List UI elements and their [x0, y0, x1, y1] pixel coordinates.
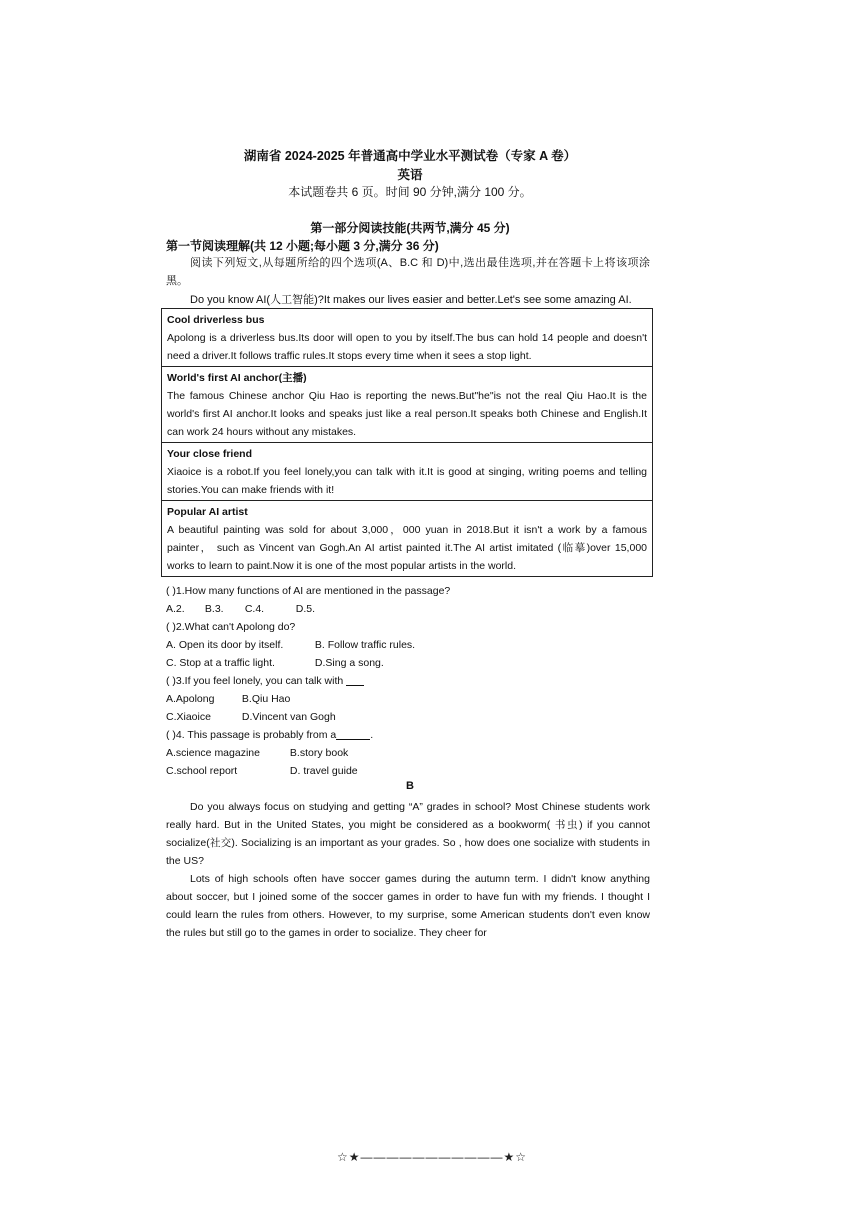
option-d[interactable]: D.Vincent van Gogh	[241, 711, 336, 723]
question-4-end: .	[370, 729, 374, 741]
box-body: Apolong is a driverless bus.Its door will open to you by itself.The bus can hold 14 people and doesn't need a driver.It follows traffic rules.It stops every time when it sees a stop light.	[167, 332, 647, 362]
passage-b-label: B	[406, 780, 414, 792]
question-4-options-row2	[166, 762, 358, 780]
option-c[interactable]: C. Stop at a traffic light.	[166, 657, 275, 669]
answer-blank	[346, 673, 364, 686]
passage-a-intro: Do you know AI(人工智能)?It makes our lives easier and better.Let's see some amazing AI.	[190, 294, 632, 306]
box-title: Cool driverless bus	[167, 314, 265, 326]
option-c[interactable]: C.school report	[166, 765, 238, 777]
question-1-stem: ( )1.How many functions of AI are mentioned in the passage?	[166, 585, 451, 597]
table-row	[162, 501, 653, 577]
passage-b-paragraph-2: Lots of high schools often have soccer games during the autumn term. I didn't know anything about soccer, but I joined some of the soccer games in order to have fun with my friends. I thought I could learn the rules from others. However, to my surprise, some American students don't even know the rules but still go to the games in order to socialize. They cheer for	[166, 873, 650, 939]
box-body: A beautiful painting was sold for about 3,000，000 yuan in 2018.But it isn't a work by a famous painter， such as Vincent van Gogh.An AI artist painted it.The AI artist imitated (临摹)over 15,000 works to learn to paint.Now it is one of the most popular artists in the world.	[167, 524, 647, 572]
option-a[interactable]: A.science magazine	[166, 747, 260, 759]
section-one-title: 第一部分阅读技能(共两节,满分 45 分)	[310, 221, 510, 235]
option-d[interactable]: D.Sing a song.	[314, 657, 384, 669]
question-2-options-row1	[166, 636, 415, 654]
table-row	[162, 367, 653, 443]
info-box	[162, 501, 653, 577]
box-title: Popular AI artist	[167, 506, 248, 518]
page-footer-decoration: ☆★———————————★☆	[337, 1150, 528, 1164]
option-a[interactable]: A. Open its door by itself.	[166, 639, 284, 651]
table-row	[162, 443, 653, 501]
box-title: Your close friend	[167, 448, 252, 460]
option-c[interactable]: C.Xiaoice	[166, 711, 211, 723]
option-b[interactable]: B.Qiu Hao	[241, 693, 291, 705]
question-2-stem: ( )2.What can't Apolong do?	[166, 621, 296, 633]
question-4-stem: ( )4. This passage is probably from a	[166, 729, 337, 741]
exam-info: 本试题卷共 6 页。时间 90 分钟,满分 100 分。	[288, 185, 532, 199]
option-b[interactable]: B. Follow traffic rules.	[314, 639, 416, 651]
exam-title: 湖南省 2024-2025 年普通高中学业水平测试卷（专家 A 卷）	[243, 149, 577, 163]
box-body: The famous Chinese anchor Qiu Hao is reporting the news.But"he"is not the real Qiu Hao.It is the world's first AI anchor.It looks and speaks just like a real person.It speaks both Chinese and English.It can work 24 hours without any mistakes.	[167, 390, 647, 438]
option-a[interactable]: A.2.	[166, 603, 185, 615]
table-row	[162, 309, 653, 367]
question-2-options-row2	[166, 654, 384, 672]
question-1-options	[166, 600, 315, 618]
question-3-stem: ( )3.If you feel lonely, you can talk with	[166, 675, 344, 687]
question-4	[166, 726, 373, 744]
reading-instruction: 阅读下列短文,从每题所给的四个选项(A、B.C 和 D)中,选出最佳选项,并在答题卡上将该项涂黑。	[166, 257, 650, 287]
option-a[interactable]: A.Apolong	[166, 693, 215, 705]
passage-b-paragraph-1: Do you always focus on studying and getting “A” grades in school? Most Chinese students work really hard. But in the United States, you might be considered as a bookworm( 书虫) if you cannot socialize(社交). Socializing is an important as your grades. So , how does one socialize with students in the US?	[166, 801, 650, 867]
info-box	[162, 443, 653, 501]
exam-subject: 英语	[397, 168, 423, 182]
option-d[interactable]: D.5.	[295, 603, 316, 615]
box-body: Xiaoice is a robot.If you feel lonely,you can talk with it.It is good at singing, writing poems and telling stories.You can make friends with it!	[167, 466, 647, 496]
option-b[interactable]: B.story book	[289, 747, 349, 759]
question-3	[166, 672, 364, 690]
option-d[interactable]: D. travel guide	[289, 765, 358, 777]
option-c[interactable]: C.4.	[244, 603, 265, 615]
box-title: World's first AI anchor(主播)	[167, 372, 307, 384]
section-one-subtitle: 第一节阅读理解(共 12 小题;每小题 3 分,满分 36 分)	[166, 239, 439, 253]
info-box	[162, 309, 653, 367]
option-b[interactable]: B.3.	[204, 603, 224, 615]
question-3-options-row1	[166, 690, 290, 708]
question-3-options-row2	[166, 708, 336, 726]
answer-blank	[336, 727, 370, 740]
info-box	[162, 367, 653, 443]
ai-info-table	[161, 308, 653, 577]
question-4-options-row1	[166, 744, 348, 762]
